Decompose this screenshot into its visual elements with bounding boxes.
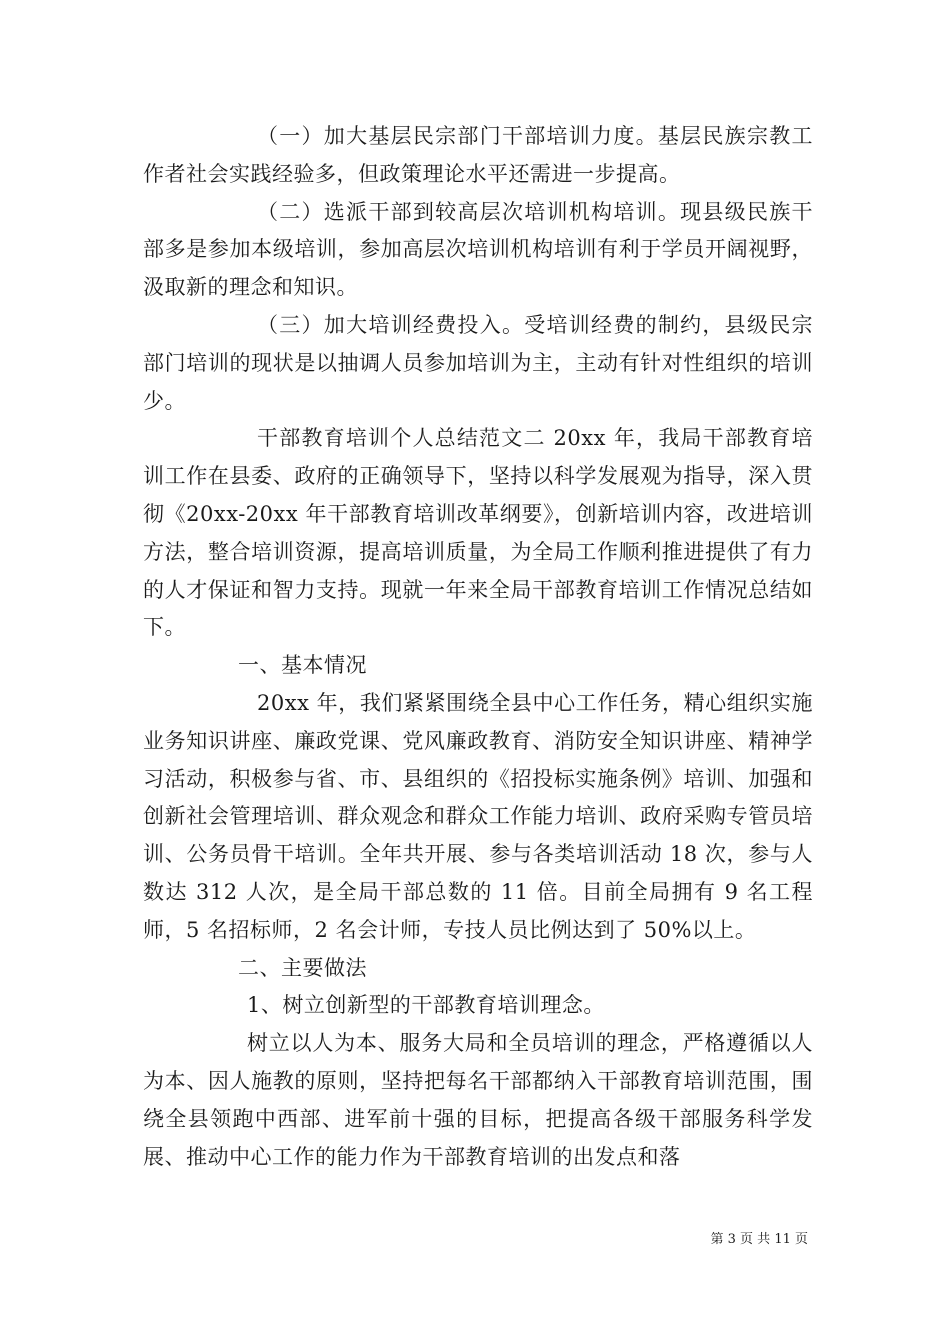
document-body bbox=[143, 118, 813, 1176]
section-heading-basic-situation: 一、基本情况 bbox=[238, 653, 367, 678]
paragraph-training-concept: 树立以人为本、服务大局和全员培训的理念，严格遵循以人为本、因人施教的原则，坚持把每名干部都纳入干部教育培训范围，围绕全县领跑中西部、进军前十强的目标，把提高各级干部服务科学发展、推动中心工作的能力作为干部教育培训的出发点和落 bbox=[143, 1031, 813, 1169]
paragraph-summary-intro: 干部教育培训个人总结范文二 20xx 年，我局干部教育培训工作在县委、政府的正确领导下，坚持以科学发展观为指导，深入贯彻《20xx-20xx 年干部教育培训改革纲要》，创新培训内容，改进培训方法，整合培训资源，提高培训质量，为全局工作顺利推进提供了有力的人才保证和智力支持。现就一年来全局干部教育培训工作情况总结如下。 bbox=[143, 426, 813, 640]
paragraph-measure-1: （一）加大基层民宗部门干部培训力度。基层民族宗教工作者社会实践经验多，但政策理论水平还需进一步提高。 bbox=[143, 124, 813, 186]
paragraph-measure-2: （二）选派干部到较高层次培训机构培训。现县级民族干部多是参加本级培训，参加高层次培训机构培训有利于学员开阔视野，汲取新的理念和知识。 bbox=[143, 199, 813, 300]
paragraph-measure-3: （三）加大培训经费投入。受培训经费的制约，县级民宗部门培训的现状是以抽调人员参加培训为主，主动有针对性组织的培训少。 bbox=[143, 312, 813, 413]
section-heading-main-practices: 二、主要做法 bbox=[238, 955, 367, 980]
page-number-footer: 第 3 页 共 11 页 bbox=[710, 1232, 808, 1247]
subheading-training-concept: 1、树立创新型的干部教育培训理念。 bbox=[247, 993, 605, 1018]
paragraph-basic-situation: 20xx 年，我们紧紧围绕全县中心工作任务，精心组织实施业务知识讲座、廉政党课、党风廉政教育、消防安全知识讲座、精神学习活动，积极参与省、市、县组织的《招投标实施条例》培训、加强和创新社会管理培训、群众观念和群众工作能力培训、政府采购专管员培训、公务员骨干培训。全年共开展、参与各类培训活动 18 次，参与人数达 312 人次，是全局干部总数的 11 倍。目前全局拥有 9 名工程师，5 名招标师，2 名会计师，专技人员比例达到了 50%以上。 bbox=[143, 690, 813, 942]
